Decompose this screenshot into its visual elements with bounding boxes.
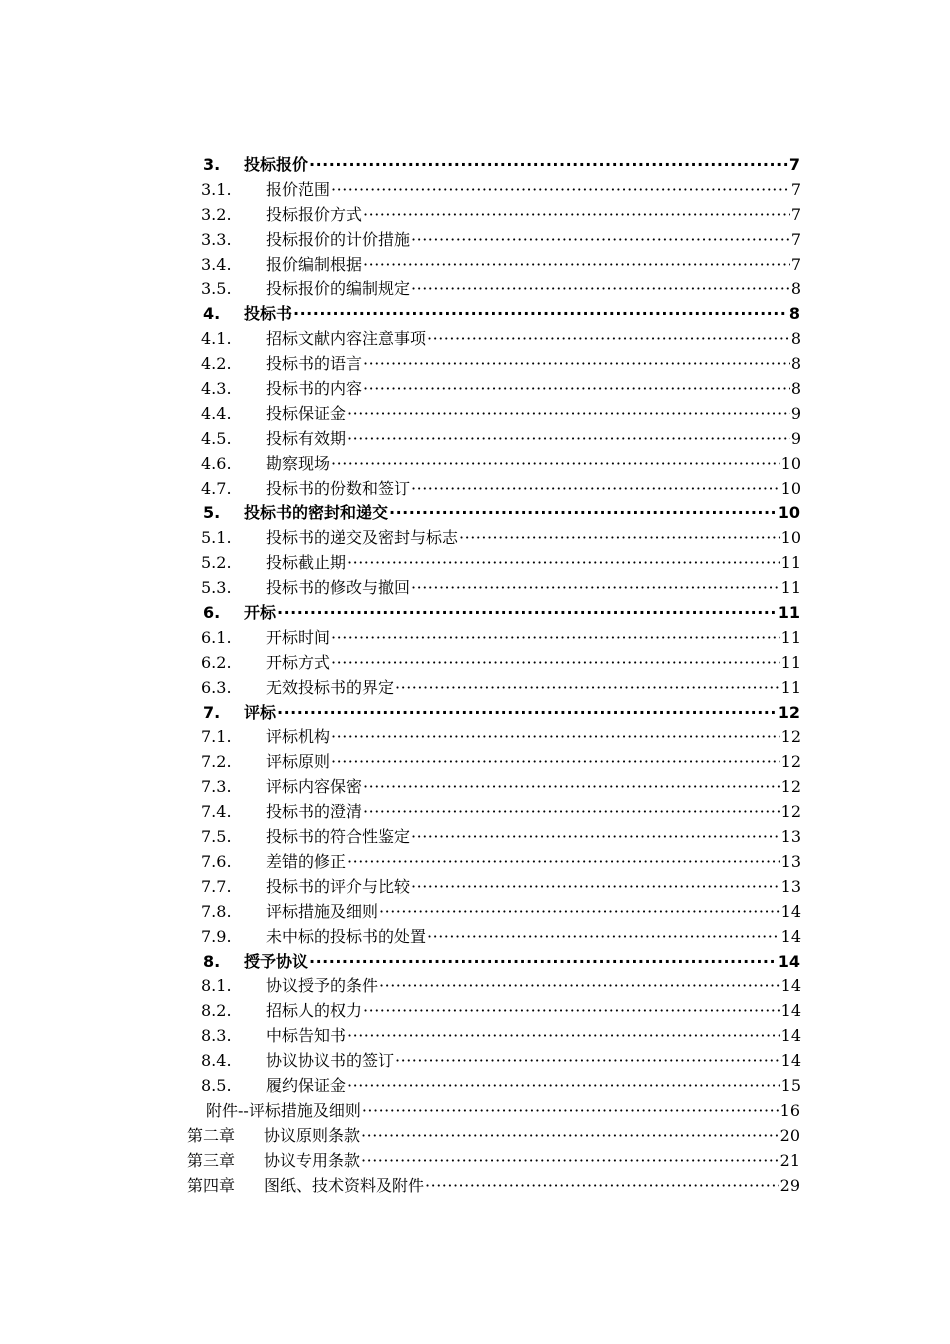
toc-entry-page-number: 9	[790, 403, 801, 423]
dot-leader	[331, 452, 780, 477]
toc-entry[interactable]	[0, 651, 950, 676]
dot-leader	[331, 626, 780, 651]
toc-entry-line	[266, 725, 801, 750]
dot-leader	[425, 1174, 779, 1199]
toc-entry-number: 5.	[203, 503, 221, 523]
toc-entry-line	[266, 974, 801, 999]
toc-entry[interactable]	[0, 1124, 950, 1149]
toc-entry-line	[266, 277, 801, 302]
toc-entry-number: 5.3.	[201, 578, 232, 598]
toc-entry-line	[266, 576, 801, 601]
toc-entry-title: 投标报价	[244, 155, 309, 174]
toc-entry[interactable]	[0, 477, 950, 502]
toc-entry[interactable]	[0, 925, 950, 950]
toc-entry-line	[266, 750, 801, 775]
toc-entry-title: 投标报价方式	[266, 204, 363, 224]
toc-entry-title: 投标书的份数和签订	[266, 478, 411, 498]
toc-entry-page-number: 10	[780, 478, 801, 498]
toc-entry[interactable]	[0, 178, 950, 203]
toc-entry-title: 投标报价的编制规定	[266, 279, 411, 299]
dot-leader	[347, 402, 790, 427]
dot-leader	[411, 477, 780, 502]
toc-entry[interactable]	[0, 1074, 950, 1099]
toc-entry-title: 投标书	[244, 304, 293, 324]
toc-entry-number: 8.1.	[201, 976, 232, 996]
toc-entry-title: 评标机构	[266, 727, 331, 747]
toc-entry-number: 7.1.	[201, 727, 232, 747]
toc-entry-title: 协议协议书的签订	[266, 1051, 395, 1071]
toc-entry-number: 4.6.	[201, 453, 232, 473]
toc-entry-page-number: 13	[780, 876, 801, 896]
toc-entry-line	[266, 427, 801, 452]
toc-entry-page-number: 11	[780, 553, 801, 573]
toc-entry-line	[244, 501, 800, 526]
dot-leader	[363, 203, 790, 228]
toc-entry[interactable]	[0, 302, 950, 327]
toc-entry-number: 8.3.	[201, 1026, 232, 1046]
toc-entry-number: 4.7.	[201, 478, 232, 498]
toc-entry-title: 无效投标书的界定	[266, 677, 395, 697]
dot-leader	[427, 925, 780, 950]
dot-leader	[293, 302, 788, 327]
toc-entry-page-number: 14	[780, 1001, 801, 1021]
table-of-contents	[0, 153, 950, 1198]
toc-entry-title: 差错的修正	[266, 851, 347, 871]
toc-entry-number: 3.1.	[201, 179, 232, 199]
dot-leader	[331, 750, 780, 775]
toc-entry-line	[266, 551, 801, 576]
toc-entry-page-number: 8	[788, 304, 800, 324]
toc-entry-page-number: 13	[780, 851, 801, 871]
toc-entry[interactable]	[0, 452, 950, 477]
toc-entry-title: 招标人的权力	[266, 1001, 363, 1021]
toc-entry[interactable]	[0, 775, 950, 800]
toc-entry-title: 履约保证金	[266, 1075, 347, 1095]
toc-entry-number: 5.2.	[201, 553, 232, 573]
toc-entry-title: 附件--评标措施及细则	[206, 1100, 361, 1120]
toc-entry-line	[266, 1049, 801, 1074]
toc-entry-line	[266, 402, 801, 427]
toc-entry-line	[266, 228, 801, 253]
toc-entry[interactable]	[0, 974, 950, 999]
toc-entry-page-number: 7	[790, 229, 801, 249]
toc-entry-line	[266, 1024, 801, 1049]
toc-entry-title: 协议原则条款	[264, 1125, 361, 1145]
toc-entry[interactable]	[0, 253, 950, 278]
toc-entry[interactable]	[0, 676, 950, 701]
toc-entry-page-number: 7	[790, 204, 801, 224]
toc-entry-line	[266, 526, 801, 551]
toc-entry-page-number: 15	[780, 1075, 801, 1095]
toc-entry-title: 中标告知书	[266, 1026, 347, 1046]
dot-leader	[379, 974, 780, 999]
toc-entry-line	[266, 775, 801, 800]
toc-entry-number: 7.7.	[201, 876, 232, 896]
toc-entry-page-number: 7	[790, 179, 801, 199]
dot-leader	[459, 526, 780, 551]
toc-entry[interactable]	[0, 950, 950, 975]
toc-entry-page-number: 8	[790, 329, 801, 349]
dot-leader	[363, 377, 790, 402]
toc-entry-page-number: 14	[780, 1026, 801, 1046]
toc-entry[interactable]	[0, 327, 950, 352]
toc-entry-page-number: 10	[780, 453, 801, 473]
dot-leader	[363, 775, 780, 800]
toc-entry-line	[266, 1074, 801, 1099]
toc-entry[interactable]	[0, 526, 950, 551]
toc-entry-page-number: 8	[790, 379, 801, 399]
toc-entry-title: 开标方式	[266, 652, 331, 672]
toc-entry-title: 投标有效期	[266, 428, 347, 448]
toc-entry[interactable]	[0, 203, 950, 228]
dot-leader	[411, 825, 780, 850]
toc-entry-number: 5.1.	[201, 528, 232, 548]
toc-entry-title: 投标截止期	[266, 553, 347, 573]
toc-entry-title: 协议专用条款	[264, 1150, 361, 1170]
toc-entry-page-number: 11	[780, 677, 801, 697]
toc-entry[interactable]	[0, 1049, 950, 1074]
dot-leader	[309, 153, 788, 178]
toc-entry-line	[266, 875, 801, 900]
dot-leader	[347, 1024, 780, 1049]
toc-entry-number: 6.	[203, 603, 221, 623]
toc-entry-line	[266, 178, 801, 203]
dot-leader	[411, 277, 790, 302]
dot-leader	[331, 651, 780, 676]
toc-entry-number: 7.	[203, 702, 221, 722]
toc-entry-line	[266, 477, 801, 502]
toc-entry-number: 4.2.	[201, 354, 232, 374]
toc-entry-line	[244, 153, 800, 178]
toc-entry-line	[266, 900, 801, 925]
dot-leader	[411, 576, 780, 601]
toc-entry[interactable]	[0, 750, 950, 775]
toc-entry[interactable]	[0, 153, 950, 178]
toc-entry-title: 授予协议	[244, 951, 309, 971]
toc-entry[interactable]	[0, 725, 950, 750]
toc-entry-line	[266, 377, 801, 402]
toc-entry-page-number: 8	[790, 354, 801, 374]
toc-entry[interactable]	[0, 850, 950, 875]
dot-leader	[361, 1124, 779, 1149]
toc-entry[interactable]	[0, 875, 950, 900]
toc-entry-title: 投标报价的计价措施	[266, 229, 411, 249]
toc-entry-line	[266, 999, 801, 1024]
toc-entry-line	[264, 1124, 800, 1149]
toc-entry-line	[266, 203, 801, 228]
toc-entry-line	[266, 253, 801, 278]
toc-entry-title: 投标书的内容	[266, 379, 363, 399]
toc-entry[interactable]	[0, 402, 950, 427]
toc-entry[interactable]	[0, 1174, 950, 1199]
toc-entry[interactable]	[0, 999, 950, 1024]
toc-entry[interactable]	[0, 1099, 950, 1124]
toc-entry-line	[266, 327, 801, 352]
toc-entry-page-number: 10	[780, 528, 801, 548]
dot-leader	[347, 427, 790, 452]
toc-entry-page-number: 14	[780, 976, 801, 996]
toc-entry-line	[206, 1099, 800, 1124]
toc-entry-number: 4.5.	[201, 428, 232, 448]
toc-entry-number: 第三章	[187, 1150, 236, 1170]
toc-entry[interactable]	[0, 501, 950, 526]
toc-entry-line	[244, 701, 800, 726]
toc-entry-title: 开标	[244, 603, 277, 623]
toc-entry-title: 评标原则	[266, 752, 331, 772]
toc-entry-number: 3.	[203, 155, 221, 174]
toc-entry-number: 8.	[203, 951, 221, 971]
toc-entry-page-number: 12	[780, 802, 801, 822]
dot-leader	[411, 875, 780, 900]
toc-entry-page-number: 13	[780, 827, 801, 847]
toc-entry-title: 评标内容保密	[266, 777, 363, 797]
toc-entry-line	[266, 626, 801, 651]
toc-entry-line	[266, 800, 801, 825]
toc-entry-title: 未中标的投标书的处置	[266, 926, 427, 946]
toc-entry-number: 8.2.	[201, 1001, 232, 1021]
toc-entry-line	[266, 651, 801, 676]
dot-leader	[361, 1149, 779, 1174]
toc-entry-number: 4.	[203, 304, 221, 324]
toc-entry-number: 6.1.	[201, 627, 232, 647]
toc-entry-line	[244, 302, 800, 327]
dot-leader	[411, 228, 790, 253]
dot-leader	[277, 701, 777, 726]
toc-entry-line	[266, 452, 801, 477]
dot-leader	[347, 551, 780, 576]
toc-entry-title: 图纸、技术资料及附件	[264, 1175, 425, 1195]
toc-entry-number: 7.5.	[201, 827, 232, 847]
toc-entry-title: 评标	[244, 702, 277, 722]
toc-entry-title: 协议授予的条件	[266, 976, 379, 996]
toc-entry-number: 3.2.	[201, 204, 232, 224]
toc-entry[interactable]	[0, 352, 950, 377]
toc-entry-title: 评标措施及细则	[266, 901, 379, 921]
toc-entry-number: 8.5.	[201, 1075, 232, 1095]
toc-entry-number: 7.6.	[201, 851, 232, 871]
dot-leader	[363, 999, 780, 1024]
toc-entry-number: 第二章	[187, 1125, 236, 1145]
toc-entry-title: 投标书的符合性鉴定	[266, 827, 411, 847]
dot-leader	[331, 178, 790, 203]
toc-entry-line	[266, 925, 801, 950]
dot-leader	[347, 1074, 780, 1099]
toc-entry-number: 7.8.	[201, 901, 232, 921]
toc-entry-page-number: 14	[780, 1051, 801, 1071]
toc-entry[interactable]	[0, 377, 950, 402]
dot-leader	[277, 601, 777, 626]
dot-leader	[363, 352, 790, 377]
toc-entry-number: 第四章	[187, 1175, 236, 1195]
toc-entry-title: 报价编制根据	[266, 254, 363, 274]
dot-leader	[331, 725, 780, 750]
toc-entry[interactable]	[0, 551, 950, 576]
toc-entry-number: 7.3.	[201, 777, 232, 797]
toc-entry-line	[266, 825, 801, 850]
toc-entry-page-number: 12	[780, 752, 801, 772]
toc-entry-page-number: 11	[780, 627, 801, 647]
dot-leader	[347, 850, 780, 875]
toc-entry-title: 投标保证金	[266, 403, 347, 423]
toc-entry[interactable]	[0, 800, 950, 825]
toc-entry[interactable]	[0, 900, 950, 925]
toc-entry-title: 投标书的密封和递交	[244, 503, 389, 523]
dot-leader	[363, 800, 780, 825]
dot-leader	[309, 950, 777, 975]
toc-entry-page-number: 14	[780, 901, 801, 921]
toc-entry-page-number: 12	[780, 727, 801, 747]
toc-entry[interactable]	[0, 1024, 950, 1049]
toc-entry-page-number: 29	[779, 1175, 800, 1195]
toc-entry-title: 投标书的评介与比较	[266, 876, 411, 896]
toc-entry-line	[244, 601, 800, 626]
toc-entry-number: 3.5.	[201, 279, 232, 299]
dot-leader	[379, 900, 780, 925]
toc-entry-page-number: 7	[790, 254, 801, 274]
toc-entry-page-number: 11	[780, 578, 801, 598]
toc-entry-title: 报价范围	[266, 179, 331, 199]
toc-entry-line	[264, 1149, 800, 1174]
toc-entry-page-number: 16	[779, 1100, 800, 1120]
toc-entry-title: 投标书的递交及密封与标志	[266, 528, 459, 548]
toc-entry-number: 6.3.	[201, 677, 232, 697]
toc-entry-line	[244, 950, 800, 975]
toc-entry-number: 4.3.	[201, 379, 232, 399]
dot-leader	[395, 1049, 780, 1074]
toc-entry-title: 开标时间	[266, 627, 331, 647]
toc-entry-line	[266, 850, 801, 875]
toc-entry-page-number: 8	[790, 279, 801, 299]
toc-entry-number: 7.9.	[201, 926, 232, 946]
toc-entry-title: 招标文献内容注意事项	[266, 329, 427, 349]
toc-entry[interactable]	[0, 1149, 950, 1174]
toc-entry-number: 4.4.	[201, 403, 232, 423]
toc-entry-number: 7.2.	[201, 752, 232, 772]
toc-entry-number: 3.4.	[201, 254, 232, 274]
toc-entry-title: 投标书的澄清	[266, 802, 363, 822]
toc-entry-page-number: 10	[777, 503, 800, 523]
toc-entry[interactable]	[0, 228, 950, 253]
toc-entry-number: 6.2.	[201, 652, 232, 672]
toc-entry-number: 7.4.	[201, 802, 232, 822]
toc-entry[interactable]	[0, 601, 950, 626]
toc-entry-number: 8.4.	[201, 1051, 232, 1071]
toc-entry[interactable]	[0, 427, 950, 452]
toc-entry-page-number: 11	[780, 652, 801, 672]
toc-entry-page-number: 14	[780, 926, 801, 946]
toc-entry-page-number: 12	[780, 777, 801, 797]
toc-entry-line	[266, 676, 801, 701]
dot-leader	[389, 501, 777, 526]
toc-entry-page-number: 9	[790, 428, 801, 448]
toc-entry-page-number: 7	[788, 155, 800, 174]
toc-entry[interactable]	[0, 626, 950, 651]
toc-entry[interactable]	[0, 701, 950, 726]
dot-leader	[362, 1099, 779, 1124]
toc-entry-line	[266, 352, 801, 377]
toc-entry-title: 投标书的语言	[266, 354, 363, 374]
dot-leader	[427, 327, 790, 352]
toc-entry-number: 3.3.	[201, 229, 232, 249]
toc-entry[interactable]	[0, 277, 950, 302]
toc-entry-page-number: 20	[779, 1125, 800, 1145]
toc-entry[interactable]	[0, 825, 950, 850]
toc-entry-page-number: 11	[777, 603, 800, 623]
toc-entry-title: 投标书的修改与撤回	[266, 578, 411, 598]
toc-entry-title: 勘察现场	[266, 453, 331, 473]
dot-leader	[363, 253, 790, 278]
toc-entry-page-number: 12	[777, 702, 800, 722]
toc-entry-line	[264, 1174, 800, 1199]
toc-entry-number: 4.1.	[201, 329, 232, 349]
dot-leader	[395, 676, 780, 701]
toc-entry[interactable]	[0, 576, 950, 601]
toc-entry-page-number: 14	[777, 951, 800, 971]
toc-entry-page-number: 21	[779, 1150, 800, 1170]
